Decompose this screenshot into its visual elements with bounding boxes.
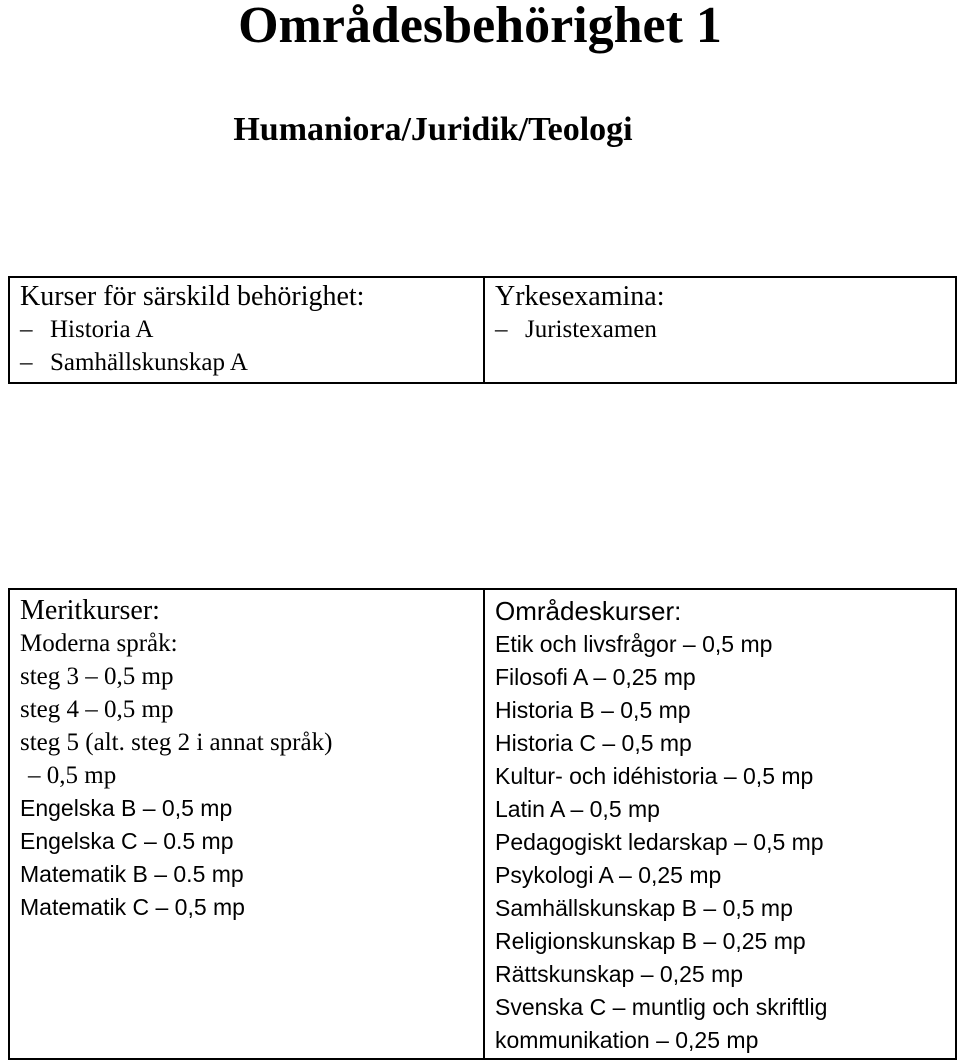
merit-line: steg 5 (alt. steg 2 i annat språk) [20, 729, 333, 756]
area-line: Psykologi A – 0,25 mp [495, 862, 722, 888]
list-item [495, 313, 951, 346]
area-courses-box [483, 588, 957, 1060]
area-line: Kultur- och idéhistoria – 0,5 mp [495, 763, 814, 789]
area-line: Latin A – 0,5 mp [495, 796, 660, 822]
area-line: Etik och livsfrågor – 0,5 mp [495, 631, 773, 657]
page-subtitle: Humaniora/Juridik/Teologi [233, 111, 633, 148]
merit-courses-heading: Meritkurser: [20, 595, 160, 626]
list-item [20, 346, 479, 379]
merit-line: Engelska C – 0.5 mp [20, 828, 234, 854]
merit-line: Matematik B – 0.5 mp [20, 861, 244, 887]
degree-label: Juristexamen [525, 316, 657, 343]
merit-line: steg 4 – 0,5 mp [20, 696, 174, 723]
area-line: kommunikation – 0,25 mp [495, 1027, 759, 1053]
dash-bullet: – [495, 316, 508, 343]
area-line: Svenska C – muntlig och skriftlig [495, 994, 828, 1020]
area-line: Rättskunskap – 0,25 mp [495, 961, 744, 987]
page-title: Områdesbehörighet 1 [238, 0, 722, 54]
area-line: Historia C – 0,5 mp [495, 730, 692, 756]
merit-line: steg 3 – 0,5 mp [20, 663, 174, 690]
merit-line: Engelska B – 0,5 mp [20, 795, 233, 821]
special-course-label: Samhällskunskap A [50, 349, 248, 376]
area-line: Samhällskunskap B – 0,5 mp [495, 895, 793, 921]
area-courses-heading: Områdeskurser: [495, 596, 682, 626]
merit-courses-box [8, 588, 485, 1060]
special-courses-heading: Kurser för särskild behörighet: [20, 281, 365, 312]
special-course-label: Historia A [50, 316, 154, 343]
professional-degrees-box [483, 276, 957, 384]
merit-line: Moderna språk: [20, 630, 178, 657]
special-courses-box [8, 276, 485, 384]
merit-line: – 0,5 mp [28, 762, 117, 789]
area-line: Religionskunskap B – 0,25 mp [495, 928, 806, 954]
merit-line: Matematik C – 0,5 mp [20, 894, 245, 920]
list-item [20, 313, 479, 346]
area-line: Pedagogiskt ledarskap – 0,5 mp [495, 829, 824, 855]
area-line: Filosofi A – 0,25 mp [495, 664, 696, 690]
area-line: Historia B – 0,5 mp [495, 697, 691, 723]
professional-degrees-heading: Yrkesexamina: [495, 281, 665, 312]
dash-bullet: – [20, 316, 33, 343]
dash-bullet: – [20, 349, 33, 376]
